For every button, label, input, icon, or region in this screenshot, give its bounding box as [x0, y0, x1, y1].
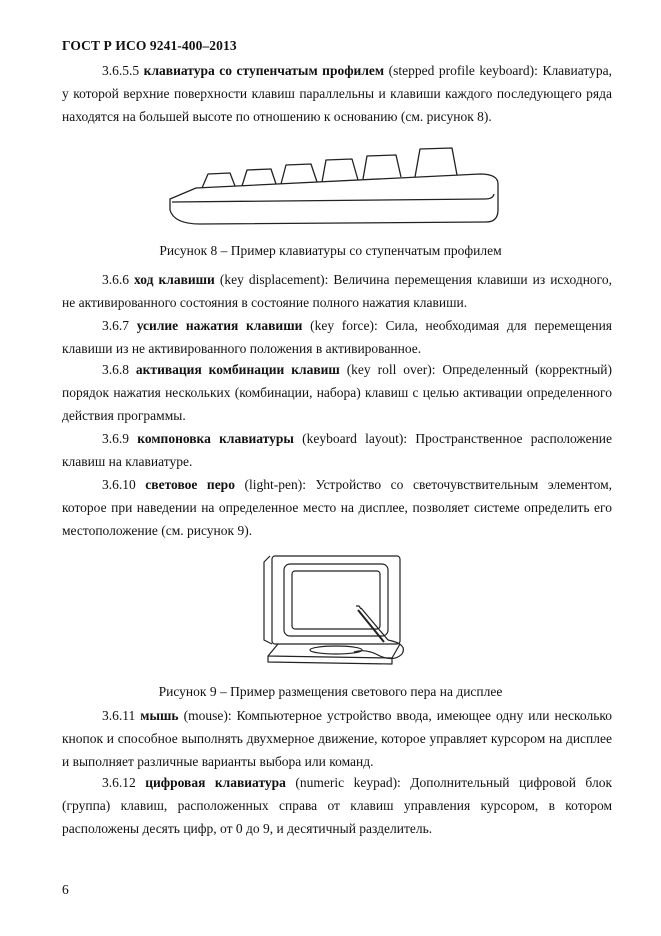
section-3-6-7: [62, 314, 612, 360]
section-number: 3.6.5.5: [102, 63, 140, 78]
section-3-6-9: [62, 427, 612, 473]
section-term: мышь: [140, 708, 179, 723]
section-text: (light-pen): Устройство со светочувствительным элементом, которое при наведении на определенное место на дисплее, позволяет системе определить его местоположение (см. рисунок 9).: [62, 477, 613, 538]
section-term: усилие нажатия клавиши: [136, 318, 303, 333]
section-3-6-5-5: [62, 59, 612, 128]
section-term: клавиатура со ступенчатым профилем: [143, 63, 385, 78]
section-term: компоновка клавиатуры: [137, 431, 294, 446]
stepped-keyboard-figure: [160, 144, 505, 226]
section-number: 3.6.10: [102, 477, 136, 492]
section-number: 3.6.9: [102, 431, 129, 446]
section-3-6-6: [62, 268, 612, 314]
section-text: (stepped profile keyboard): Клавиатура, у которой верхние поверхности клавиш параллельны и клавиши каждого последующего ряда находятся на большей высоте по отношению к основанию (см. рисунок 8).: [62, 63, 613, 124]
section-text: (key displacement): Величина перемещения клавиши из исходного, не активированного состояния в состояние полного нажатия клавиши.: [62, 272, 613, 310]
section-number: 3.6.7: [102, 318, 129, 333]
section-text: (key roll over): Определенный (корректный) порядок нажатия нескольких (комбинации, набора) клавиш с целью активации определенного действия программы.: [62, 362, 613, 423]
section-number: 3.6.12: [102, 775, 136, 790]
section-3-6-8: [62, 358, 612, 427]
section-number: 3.6.11: [102, 708, 136, 723]
section-text: (mouse): Компьютерное устройство ввода, имеющее одну или несколько кнопок и способное выполнять двухмерное движение, которое управляет курсором на дисплее и выполняет различные варианты выбора или команд.: [62, 708, 613, 769]
section-text: (numeric keypad): Дополнительный цифровой блок (группа) клавиш, расположенных справа от клавиш управления курсором, в котором расположены десять цифр, от 0 до 9, и десятичный разделитель.: [62, 775, 613, 836]
section-term: активация комбинации клавиш: [135, 362, 340, 377]
section-text: (key force): Сила, необходимая для перемещения клавиши из не активированного положения в активированное.: [62, 318, 613, 356]
section-text: (keyboard layout): Пространственное расположение клавиш на клавиатуре.: [62, 431, 613, 469]
section-number: 3.6.6: [102, 272, 129, 287]
section-number: 3.6.8: [102, 362, 129, 377]
figure-9-caption: Рисунок 9 – Пример размещения светового пера на дисплее: [158, 684, 503, 699]
light-pen-monitor-figure: [262, 548, 412, 670]
section-3-6-10: [62, 473, 612, 542]
section-3-6-11: [62, 704, 612, 773]
section-term: световое перо: [145, 477, 235, 492]
document-header: ГОСТ Р ИСО 9241-400–2013: [62, 38, 237, 53]
page-number: 6: [62, 882, 69, 897]
section-term: ход клавиши: [134, 272, 215, 287]
section-term: цифровая клавиатура: [145, 775, 286, 790]
figure-8-caption: Рисунок 8 – Пример клавиатуры со ступенчатым профилем: [159, 243, 502, 258]
section-3-6-12: [62, 771, 612, 840]
